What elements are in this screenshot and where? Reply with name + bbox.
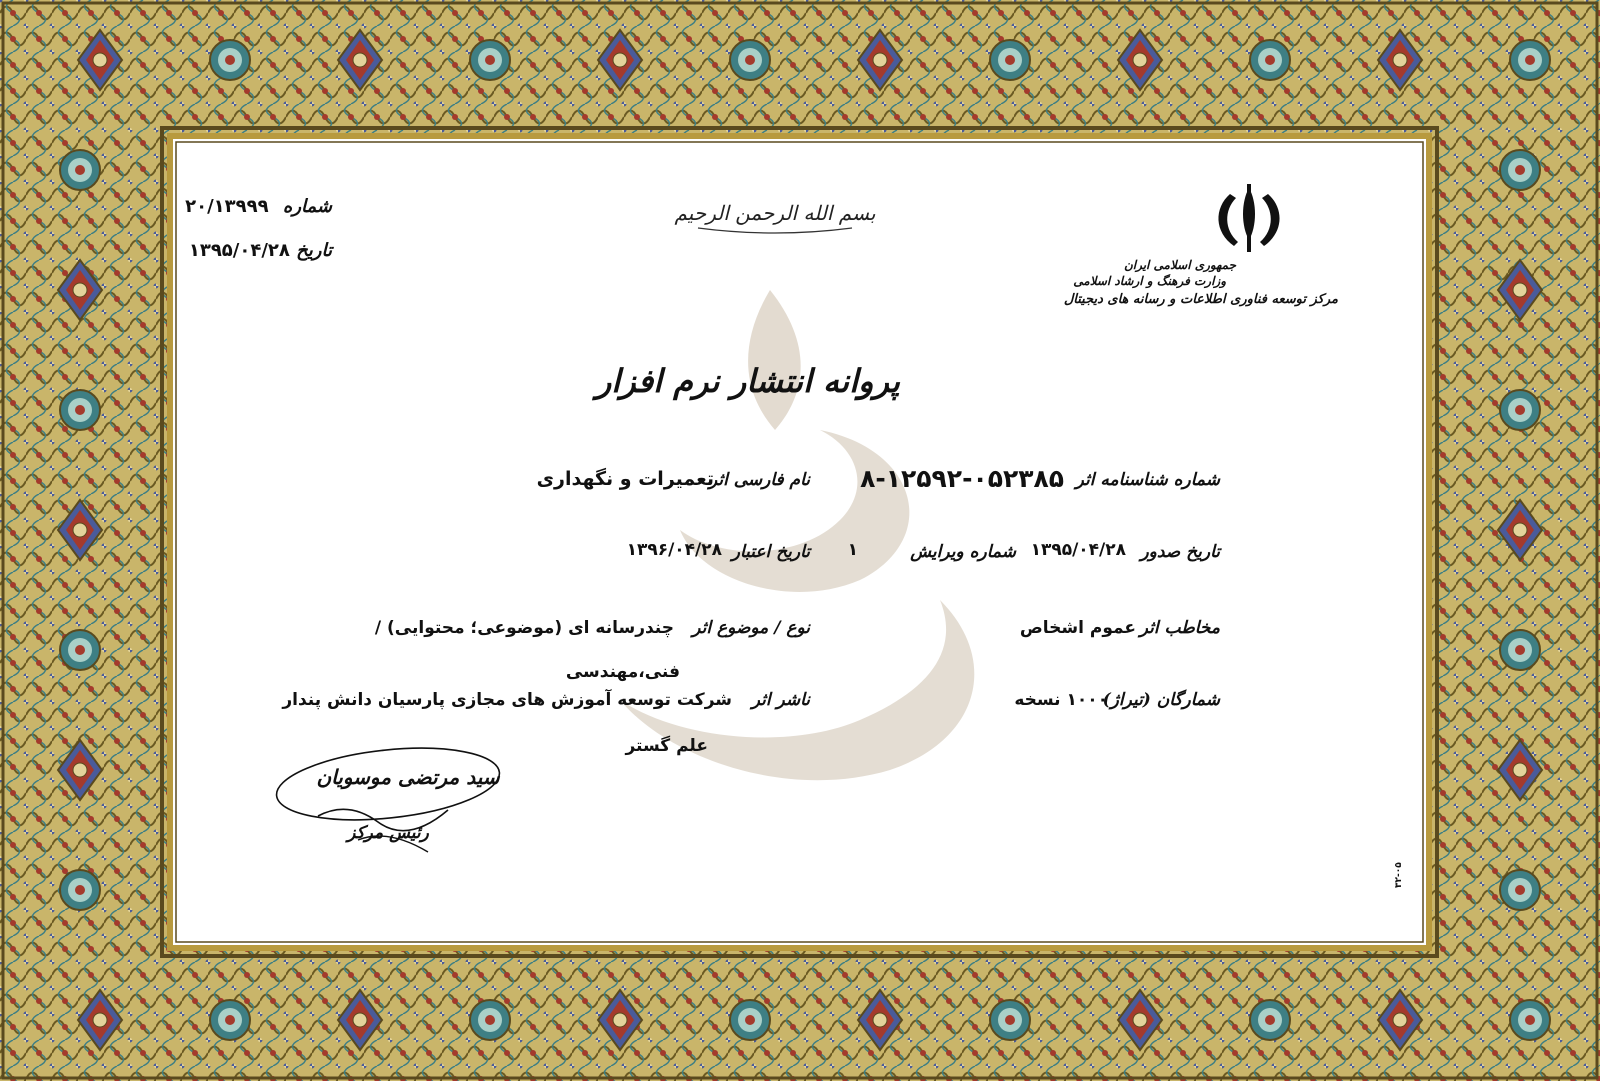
svg-text:سید مرتضی موسویان: سید مرتضی موسویان <box>316 765 500 789</box>
edition-value: ۱ <box>847 540 858 560</box>
audience-value: عموم اشخاص <box>1019 618 1136 638</box>
edition-label: شماره ویرایش <box>910 542 1016 562</box>
circulation-label: شمارگان (تیراژ) <box>1102 690 1220 710</box>
svg-text:بسم الله الرحمن الرحیم: بسم الله الرحمن الرحیم <box>674 201 876 225</box>
publisher-value-line2: علم گستر <box>625 736 708 756</box>
issue-date-value: ۱۳۹۵/۰۴/۲۸ <box>1030 540 1126 560</box>
id-label: شماره شناسنامه اثر <box>1075 470 1220 490</box>
form-code: ۳۲-۰۵ <box>1394 862 1404 888</box>
iran-emblem-icon <box>1206 182 1292 258</box>
svg-text:رئیس مرکز: رئیس مرکز <box>347 823 429 843</box>
publisher-label: ناشر اثر <box>751 690 810 710</box>
type-value-line2: فنی،مهندسی <box>565 662 680 682</box>
letter-date-value: ۱۳۹۵/۰۴/۲۸ <box>188 240 290 261</box>
id-value: ۸-۱۲۵۹۲-۰۵۲۳۸۵ <box>860 464 1064 493</box>
name-label: نام فارسی اثر <box>708 470 810 490</box>
publisher-value-line1: شرکت توسعه آموزش های مجازی پارسیان دانش پندار <box>282 690 732 710</box>
type-label: نوع / موضوع اثر <box>692 618 810 638</box>
validity-label: تاریخ اعتبار <box>731 542 810 562</box>
page-title: پروانه انتشار نرم افزار <box>595 362 900 400</box>
issue-date-label: تاریخ صدور <box>1140 542 1220 562</box>
audience-label: مخاطب اثر <box>1139 618 1220 638</box>
letter-date-label: تاریخ <box>296 240 332 261</box>
org-line-republic: جمهوری اسلامی ایران <box>1123 258 1236 272</box>
signature-icon <box>258 740 508 860</box>
validity-value: ۱۳۹۶/۰۴/۲۸ <box>626 540 722 560</box>
letter-date <box>189 240 332 261</box>
basmala-calligraphy <box>674 186 876 238</box>
name-value: تعمیرات و نگهداری <box>536 468 714 490</box>
letter-number-label: شماره <box>282 196 332 217</box>
org-line-center: مرکز توسعه فناوری اطلاعات و رسانه های دیجیتال <box>1063 292 1338 307</box>
org-line-ministry: وزارت فرهنگ و ارشاد اسلامی <box>1073 274 1226 288</box>
circulation-value: ۱۰۰۰ نسخه <box>1014 690 1108 710</box>
letter-number-value: ۲۰/۱۳۹۹۹ <box>185 196 269 217</box>
type-value-line1: چندرسانه ای (موضوعی؛ محتوایی) / <box>374 618 674 638</box>
letter-number <box>185 196 332 217</box>
